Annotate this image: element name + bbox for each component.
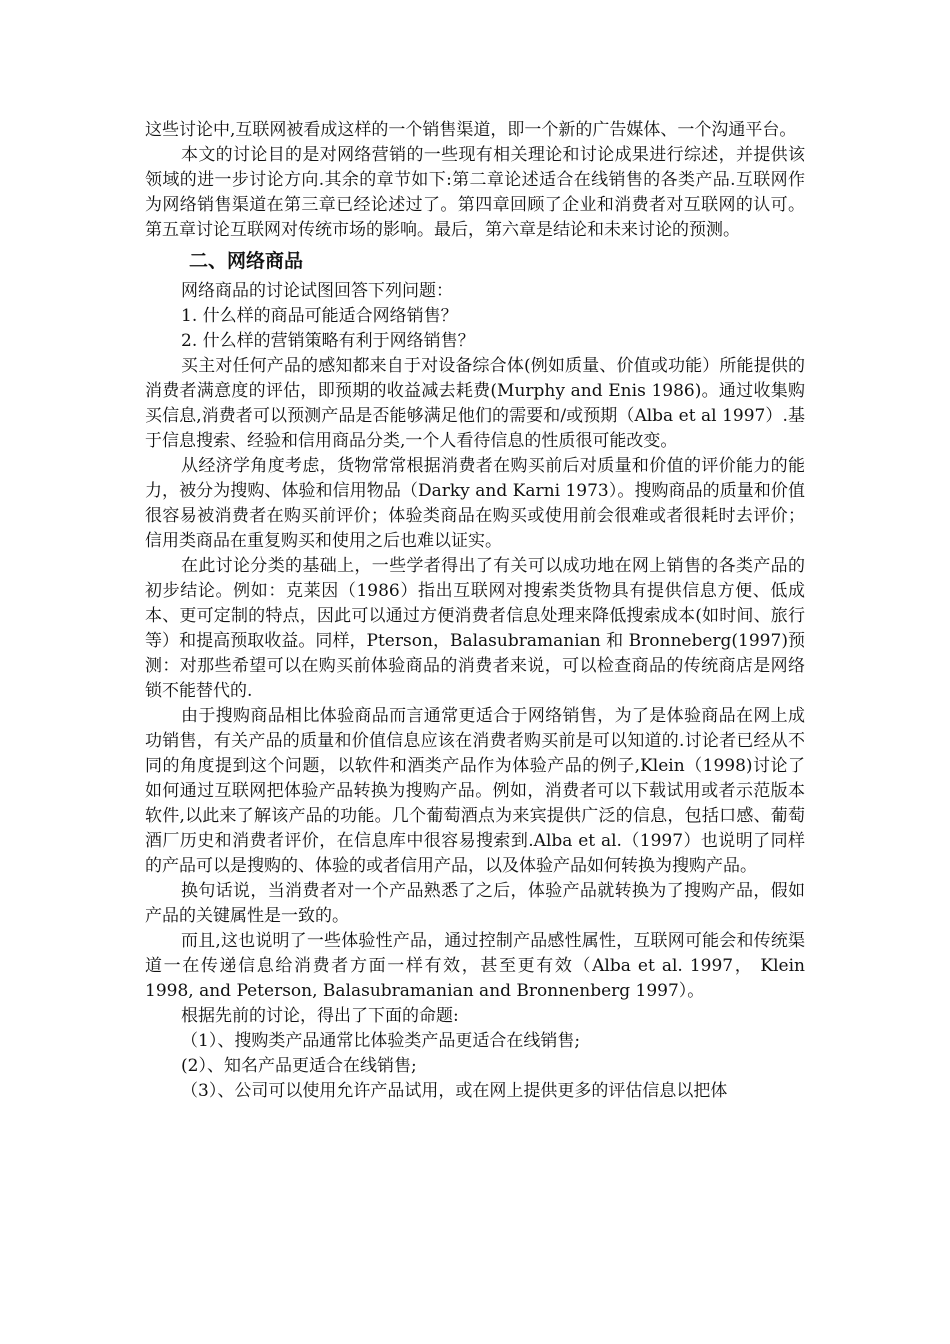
proposition-1: （1）、搜购类产品通常比体验类产品更适合在线销售; — [181, 1031, 581, 1051]
paragraph-classification: 在此讨论分类的基础上，一些学者得出了有关可以成功地在网上销售的各类产品的初步结论。例如：克莱因（1986）指出互联网对搜索类货物具有提供信息方便、低成本、更可定制的特点，因此可以通过方便消费者信息处理来降低搜索成本(如时间、旅行等）和提高预取收益。同样，Pterson，Balasubramanian 和 Bronneberg(1997)预测：对那些希望可以在购买前体验商品的消费者来说，可以检查商品的传统商店是网络锁不能替代的. — [145, 556, 805, 701]
document-page — [145, 118, 805, 1104]
paragraph-propositions-intro: 根据先前的讨论，得出了下面的命题: — [181, 1006, 459, 1026]
paragraph-perception: 买主对任何产品的感知都来自于对设备综合体(例如质量、价值或功能）所能提供的消费者满意度的评估，即预期的收益减去耗费(Murphy and Enis 1986)。通过收集购买信息,消费者可以预测产品是否能够满足他们的需要和/或预期（Alba et al 1997）.基于信息搜索、经验和信用商品分类,一个人看待信息的性质很可能改变。 — [145, 356, 805, 451]
paragraph-experience-goods: 由于搜购商品相比体验商品而言通常更适合于网络销售，为了是体验商品在网上成功销售，有关产品的质量和价值信息应该在消费者购买前是可以知道的.讨论者已经从不同的角度提到这个问题，以软件和酒类产品作为体验产品的例子,Klein（1998)讨论了如何通过互联网把体验产品转换为搜购产品。例如，消费者可以下载试用或者示范版本软件,以此来了解该产品的功能。几个葡萄酒点为来宾提供广泛的信息，包括口感、葡萄酒厂历史和消费者评价，在信息库中很容易搜索到.Alba et al.（1997）也说明了同样的产品可以是搜购的、体验的或者信用产品，以及体验产品如何转换为搜购产品。 — [145, 706, 805, 876]
section-heading: 二、网络商品 — [189, 250, 304, 272]
question-item-2: 2. 什么样的营销策略有利于网络销售？ — [181, 331, 475, 351]
paragraph-article-outline: 本文的讨论目的是对网络营销的一些现有相关理论和讨论成果进行综述，并提供该领域的进一步讨论方向.其余的章节如下:第二章论述适合在线销售的各类产品.互联网作为网络销售渠道在第三章已经论述过了。第四章回顾了企业和消费者对互联网的认可。第五章讨论互联网对传统市场的影响。最后，第六章是结论和未来讨论的预测。 — [145, 145, 805, 240]
proposition-3: （3）、公司可以使用允许产品试用，或在网上提供更多的评估信息以把体 — [181, 1081, 728, 1101]
paragraph-intro-end: 这些讨论中,互联网被看成这样的一个销售渠道，即一个新的广告媒体、一个沟通平台。 — [145, 120, 797, 140]
paragraph-questions-intro: 网络商品的讨论试图回答下列问题： — [181, 281, 453, 301]
paragraph-in-other-words: 换句话说，当消费者对一个产品熟悉了之后，体验产品就转换为了搜购产品，假如产品的关键属性是一致的。 — [145, 881, 805, 926]
paragraph-moreover: 而且,这也说明了一些体验性产品，通过控制产品感性属性，互联网可能会和传统渠道一在传递信息给消费者方面一样有效，甚至更有效（Alba et al. 1997， Klein 1998, and Peterson, Balasubramanian and Bronnenberg 1997）。 — [145, 931, 805, 1001]
paragraph-economics: 从经济学角度考虑，货物常常根据消费者在购买前后对质量和价值的评价能力的能力，被分为搜购、体验和信用物品（Darky and Karni 1973）。搜购商品的质量和价值很容易被消费者在购买前评价；体验类商品在购买或使用前会很难或者很耗时去评价；信用类商品在重复购买和使用之后也难以证实。 — [145, 456, 805, 551]
proposition-2: (2）、知名产品更适合在线销售; — [181, 1056, 417, 1076]
question-item-1: 1. 什么样的商品可能适合网络销售？ — [181, 306, 458, 326]
